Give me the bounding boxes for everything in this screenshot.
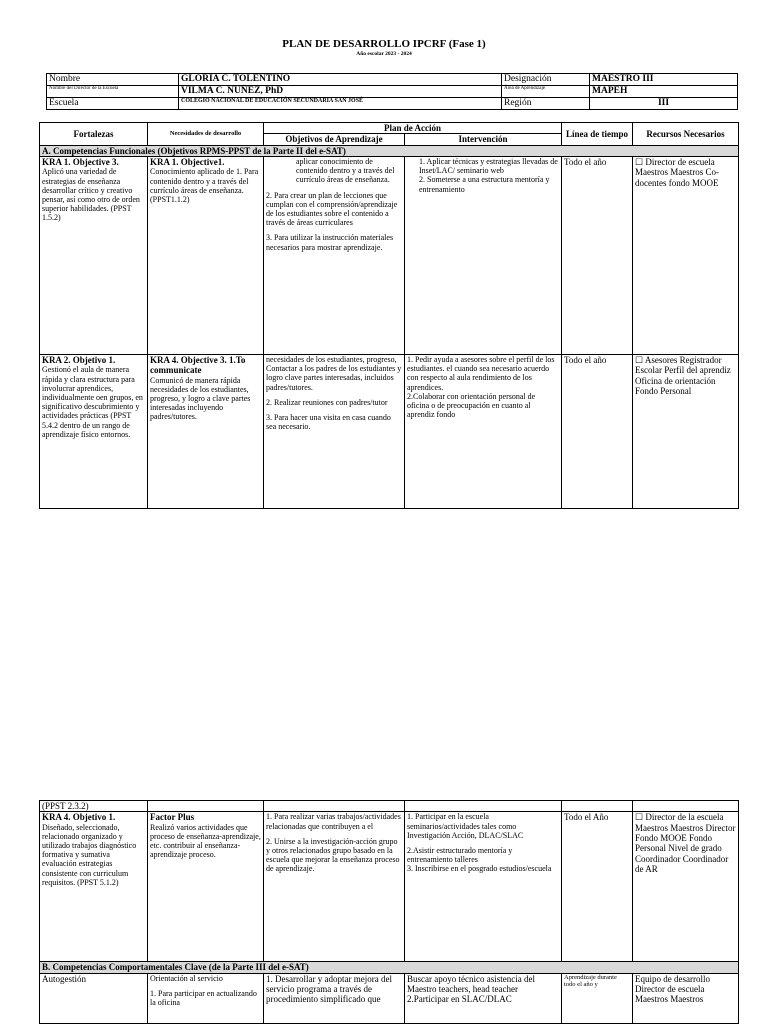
row1-nec-text: Conocimiento aplicado de 1. Para contenido dentro y a través del currículo áreas de enseñanza. (PPST1.1.2) (150, 167, 259, 204)
row3-int-2: 2.Asistir estructurado mentoría y entrenamiento talleres (407, 845, 513, 865)
header-intervencion: Intervención (405, 134, 562, 145)
row3-nec-text: Realizó varios actividades que proceso de enseñanza-aprendizaje, etc. contribuir al enseñanza-aprendizaje proceso. (150, 822, 261, 860)
row3-int-3: 3. Inscribirse en el posgrado estudios/escuela (407, 864, 552, 874)
header-plan-accion: Plan de Acción (264, 123, 562, 134)
row1-fortalezas (40, 157, 148, 355)
nombre-label: Nombre (47, 74, 179, 86)
row4-nec-2: 1. Para participar en actualizando la oficina (150, 988, 257, 1008)
row1-fort-text: Aplicó una variedad de estrategias de enseñanza desarrollar crítico y creativo pensar, así como otro de orden superior habilidades. (PPST 1.5.2) (42, 167, 140, 223)
row1-obj-2: 2. Para crear un plan de lecciones que cumplan con el comprensión/aprendizaje de los estudiantes sobre el contenido a través de áreas curriculares (266, 190, 398, 228)
row3-obj-2: 2. Unirse a la investigación-acción grupo y otros relacionados grupo basado en la escuela que mejorar la enseñanza proceso de aprendizaje. (266, 836, 400, 874)
header-linea: Línea de tiempo (562, 123, 633, 146)
row3-intervencion (405, 812, 562, 962)
row4-nec-1: Orientación al servicio (150, 973, 223, 983)
row4-recursos: Equipo de desarrollo Director de escuela Maestros Maestros (633, 973, 739, 1023)
header-recursos: Recursos Necesarios (633, 123, 739, 146)
designacion-value: MAESTRO III (590, 74, 738, 86)
row2-obj-2: 2. Realizar reuniones con padres/tutor (266, 397, 388, 407)
director-value: VILMA C. NUÑEZ, PhD (179, 85, 502, 97)
row4-necesidades (148, 973, 264, 1023)
page-subtitle: Año escolar 2023 - 2024 (356, 51, 412, 57)
row2-linea: Todo el año (562, 355, 633, 509)
row3-fortalezas (40, 812, 148, 962)
page-title: PLAN DE DESARROLLO IPCRF (Fase 1) (282, 38, 486, 50)
row3-linea: Todo el Año (562, 812, 633, 962)
plan-table (39, 122, 739, 509)
row2-necesidades (148, 355, 264, 509)
row2-int-2: 2.Colaborar con orientación personal de oficina o de preocupación en cuanto al aprendiz fondo (407, 391, 536, 420)
row3-necesidades (148, 812, 264, 962)
director-label: Nombre del Director de la Escuela (47, 85, 179, 97)
row2-obj-1: necesidades de los estudiantes, progreso, Contactar a los padres de los estudiantes y logro clave partes interesadas, incluidos padres/tutores. (266, 355, 402, 392)
area-value: MAPEH (590, 85, 738, 97)
row4-linea: Aprendizaje durante todo el año y (562, 973, 633, 1023)
row3-nec-title: Factor Plus (150, 812, 195, 823)
row2-nec-title: KRA 4. Objective 3. 1.To communicate (150, 355, 246, 376)
nombre-value: GLORIA C. TOLENTINO (179, 74, 502, 86)
region-value: III (590, 97, 738, 109)
row1-objetivos (264, 157, 405, 355)
row2-obj-3: 3. Para hacer una visita en casa cuando sea necesario. (266, 412, 391, 432)
escuela-value: COLEGIO NACIONAL DE EDUCACIÓN SECUNDARIA SAN JOSÉ (179, 97, 502, 109)
row2-fort-text: Gestionó el aula de manera rápida y clara estructura para involucrar aprendices, individualmente oen grupos, en significativo descubrimiento y actividades prácticas (PPST 5.4.2 dentro de un rango de aprendizaje físico entornos. (42, 365, 143, 439)
section-a-heading: A. Competencias Funcionales (Objetivos RPMS-PPST de la Parte II del e-SAT) (40, 145, 739, 156)
row3-int-1: 1. Participar en la escuela seminarios/actividades tales como Investigación Acción, DLAC/SLAC (407, 812, 524, 840)
header-necesidades: Necesidades de desarrollo (148, 123, 264, 146)
header-objetivos: Objetivos de Aprendizaje (264, 134, 405, 145)
row2-fortalezas (40, 355, 148, 509)
row1-int-2: 2. Someterse a una estructura mentoría y entrenamiento (419, 175, 550, 194)
region-label: Región (502, 97, 590, 109)
row1-necesidades (148, 157, 264, 355)
row3-fort-title: KRA 4. Objetivo 1. (42, 812, 116, 823)
plan-table-continued (39, 800, 739, 1024)
row3-recursos: ☐ Director de la escuela Maestros Maestros Director Fondo MOOE Fondo Personal Nivel de grado Coordinador Coordinador de AR (633, 812, 739, 962)
row2-nec-text: Comunicó de manera rápida necesidades de los estudiantes, progreso, y logro a clave partes interesadas incluyendo padres/tutores. (150, 375, 251, 422)
row1-linea: Todo el año (562, 157, 633, 355)
row1-obj-1: aplicar conocimiento de contenido dentro y a través del currículo áreas de enseñanza. (296, 157, 395, 185)
row1-obj-3: 3. Para utilizar la instrucción materiales necesarios para mostrar aprendizaje. (266, 233, 394, 252)
row2-recursos: ☐ Asesores Registrador Escolar Perfil del aprendiz Oficina de orientación Fondo Personal (633, 355, 739, 509)
row2-objetivos (264, 355, 405, 509)
designacion-label: Designación (502, 74, 590, 86)
row2-int-1: 1. Pedir ayuda a asesores sobre el perfil de los estudiantes. el cuando sea necesario acuerdo con respecto al aula rendimiento de los aprendices. (407, 355, 555, 392)
row1-nec-title: KRA 1. Objective1. (150, 157, 225, 168)
escuela-label: Escuela (47, 97, 179, 109)
row3-top: (PPST 2.3.2) (40, 801, 148, 812)
row1-recursos: ☐ Director de escuela Maestros Maestros Co- docentes fondo MOOE (633, 157, 739, 355)
section-b-heading: B. Competencias Comportamentales Clave (de la Parte III del e-SAT) (40, 962, 739, 973)
row4-objetivos: 1. Desarrollar y adoptar mejora del servicio programa a través de procedimiento simplificado que (264, 973, 405, 1023)
row4-fortalezas: Autogestión (40, 973, 148, 1023)
area-label: Área de Aprendizaje (502, 85, 590, 97)
row4-intervencion: Buscar apoyo técnico asistencia del Maestro teachers, head teacher 2.Participar en SLAC/DLAC (405, 973, 562, 1023)
row1-int-1: 1. Aplicar técnicas y estrategias llevadas de Inset/LAC/ seminario web (419, 157, 558, 176)
row3-obj-1: 1. Para realizar varias trabajos/actividades relacionadas que contribuyen a el (266, 812, 401, 831)
row3-fort-text: Diseñado, seleccionado, relacionado organizado y utilizado trabajos diagnóstico formativa y sumativa evaluación estrategias consistente con curriculum requisitos. (PPST 5.1.2) (42, 822, 137, 887)
row1-fort-title: KRA 1. Objective 3. (42, 157, 119, 168)
row3-objetivos (264, 812, 405, 962)
row2-intervencion (405, 355, 562, 509)
row1-intervencion (405, 157, 562, 355)
header-fortalezas: Fortalezas (40, 123, 148, 146)
row2-fort-title: KRA 2. Objetivo 1. (42, 355, 116, 366)
info-table (46, 73, 738, 110)
